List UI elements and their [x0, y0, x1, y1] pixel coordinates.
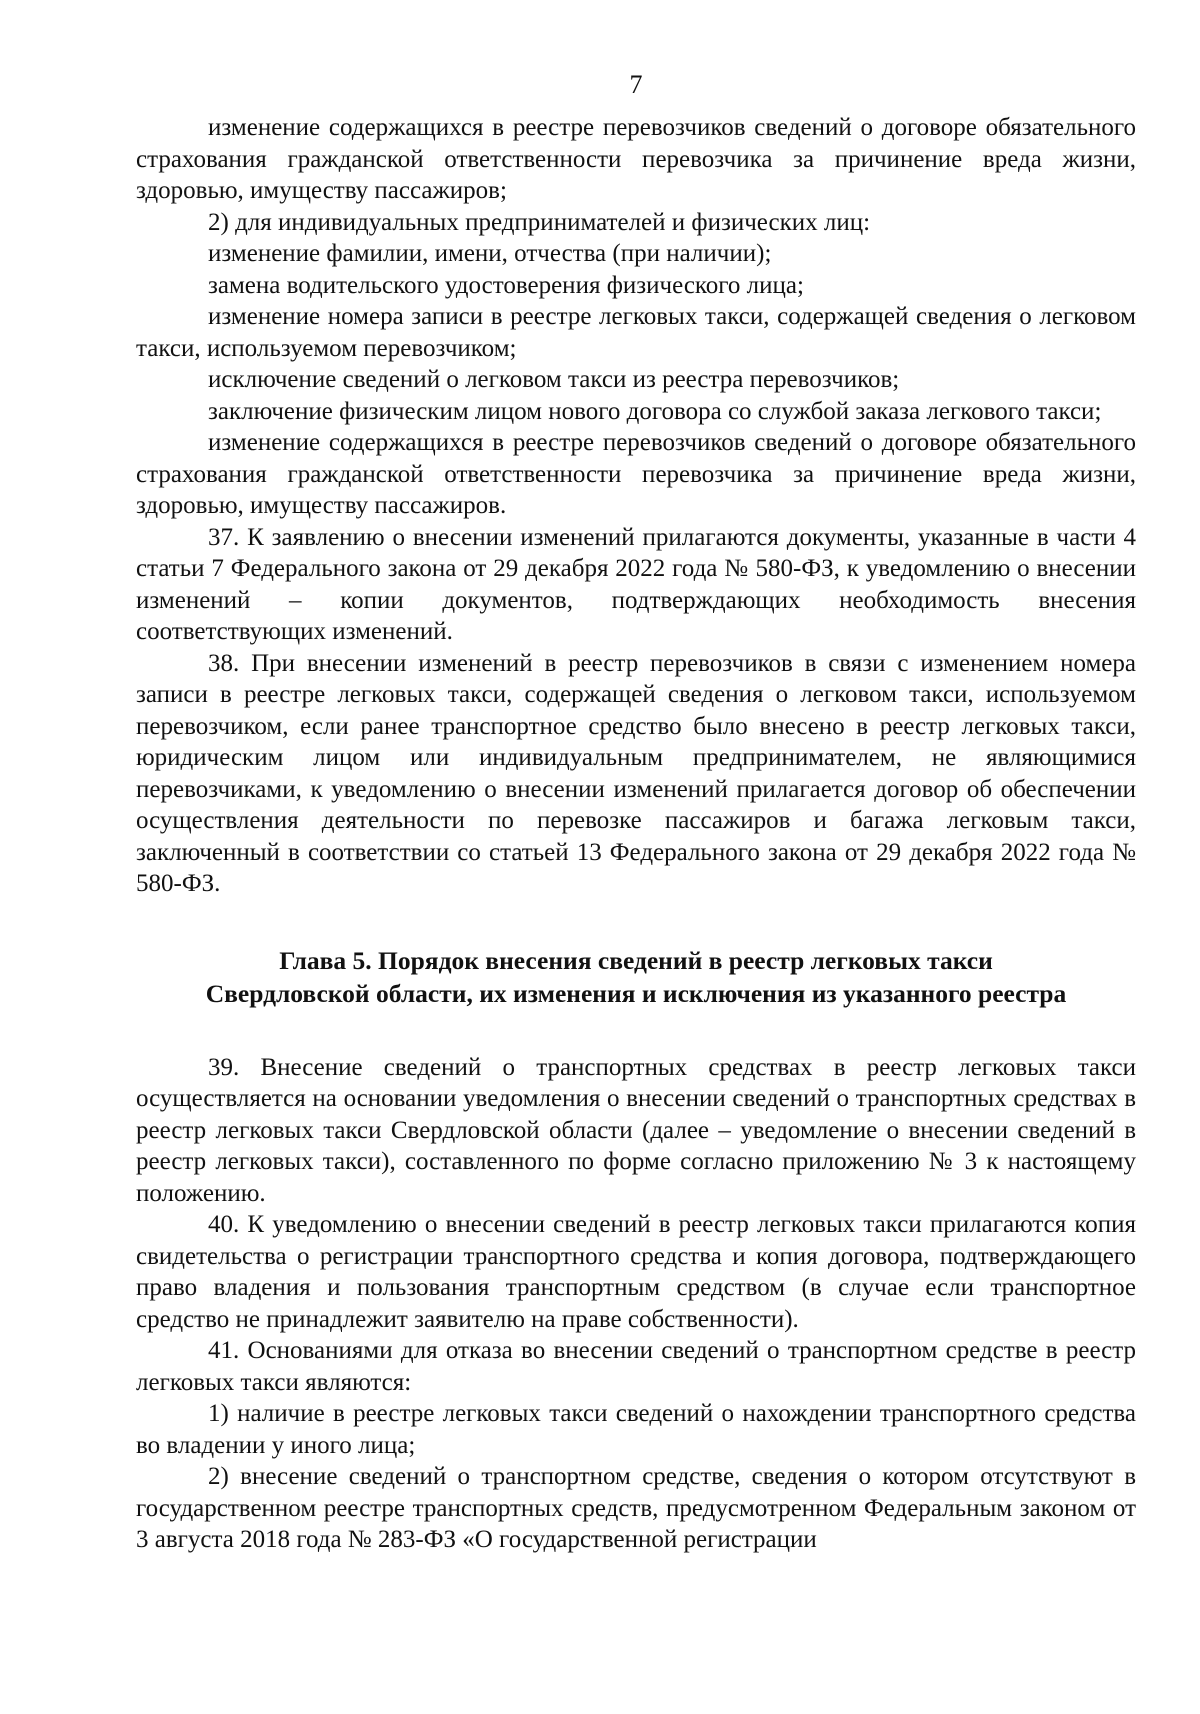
chapter-heading-line-1: Глава 5. Порядок внесения сведений в реестр легковых такси	[279, 945, 993, 975]
paragraph: исключение сведений о легковом такси из реестра перевозчиков;	[208, 366, 900, 393]
paragraph-40: 40. К уведомлению о внесении сведений в реестр легковых такси прилагаются копия свидетельства о регистрации транспортного средства и копия договора, подтверждающего право владения и пользования транспортным средством (в случае если транспортное средство не принадлежит заявителю на праве собственности).	[136, 1211, 1136, 1333]
paragraph-38: 38. При внесении изменений в реестр перевозчиков в связи с изменением номера записи в реестре легковых такси, содержащей сведения о легковом такси, используемом перевозчиком, если ранее транспортное средство было внесено в реестр легковых такси, юридическим лицом или индивидуальным предпринимателем, не являющимися перевозчиками, к уведомлению о внесении изменений прилагается договор об обеспечении осуществления деятельности по перевозке пассажиров и багажа легковым такси, заключенный в соответствии со статьей 13 Федерального закона от 29 декабря 2022 года № 580-ФЗ.	[136, 649, 1136, 897]
paragraph: 2) для индивидуальных предпринимателей и физических лиц:	[208, 208, 871, 236]
document-page	[136, 70, 1136, 1556]
paragraph: 2) внесение сведений о транспортном средстве, сведения о котором отсутствуют в государственном реестре транспортных средств, предусмотренном Федеральным законом от 3 августа 2018 года № 283-ФЗ «О государственной регистрации	[136, 1463, 1136, 1553]
paragraph-41: 41. Основаниями для отказа во внесении сведений о транспортном средстве в реестр легковых такси являются:	[136, 1337, 1136, 1396]
paragraph: изменение содержащихся в реестре перевозчиков сведений о договоре обязательного страхования гражданской ответственности перевозчика за причинение вреда жизни, здоровью, имуществу пассажиров;	[136, 114, 1136, 204]
paragraph: замена водительского удостоверения физического лица;	[208, 271, 804, 299]
paragraph: изменение содержащихся в реестре перевозчиков сведений о договоре обязательного страхования гражданской ответственности перевозчика за причинение вреда жизни, здоровью, имуществу пассажиров.	[136, 429, 1136, 519]
paragraph: изменение фамилии, имени, отчества (при наличии);	[208, 240, 772, 267]
page-number: 7	[629, 70, 643, 99]
paragraph: заключение физическим лицом нового договора со службой заказа легкового такси;	[208, 397, 1102, 425]
paragraph-39: 39. Внесение сведений о транспортных средствах в реестр легковых такси осуществляется на основании уведомления о внесении сведений о транспортных средствах в реестр легковых такси Свердловской области (далее – уведомление о внесении сведений в реестр легковых такси), составленного по форме согласно приложению № 3 к настоящему положению.	[136, 1053, 1136, 1207]
paragraph: изменение номера записи в реестре легковых такси, содержащей сведения о легковом такси, используемом перевозчиком;	[136, 303, 1136, 362]
paragraph-37: 37. К заявлению о внесении изменений прилагаются документы, указанные в части 4 статьи 7 Федерального закона от 29 декабря 2022 года № 580-ФЗ, к уведомлению о внесении изменений – копии документов, подтверждающих необходимость внесения соответствующих изменений.	[136, 523, 1136, 645]
paragraph: 1) наличие в реестре легковых такси сведений о нахождении транспортного средства во владении у иного лица;	[136, 1400, 1136, 1459]
chapter-heading-line-2: Свердловской области, их изменения и исключения из указанного реестра	[205, 978, 1067, 1008]
chapter-heading	[136, 944, 1136, 1010]
